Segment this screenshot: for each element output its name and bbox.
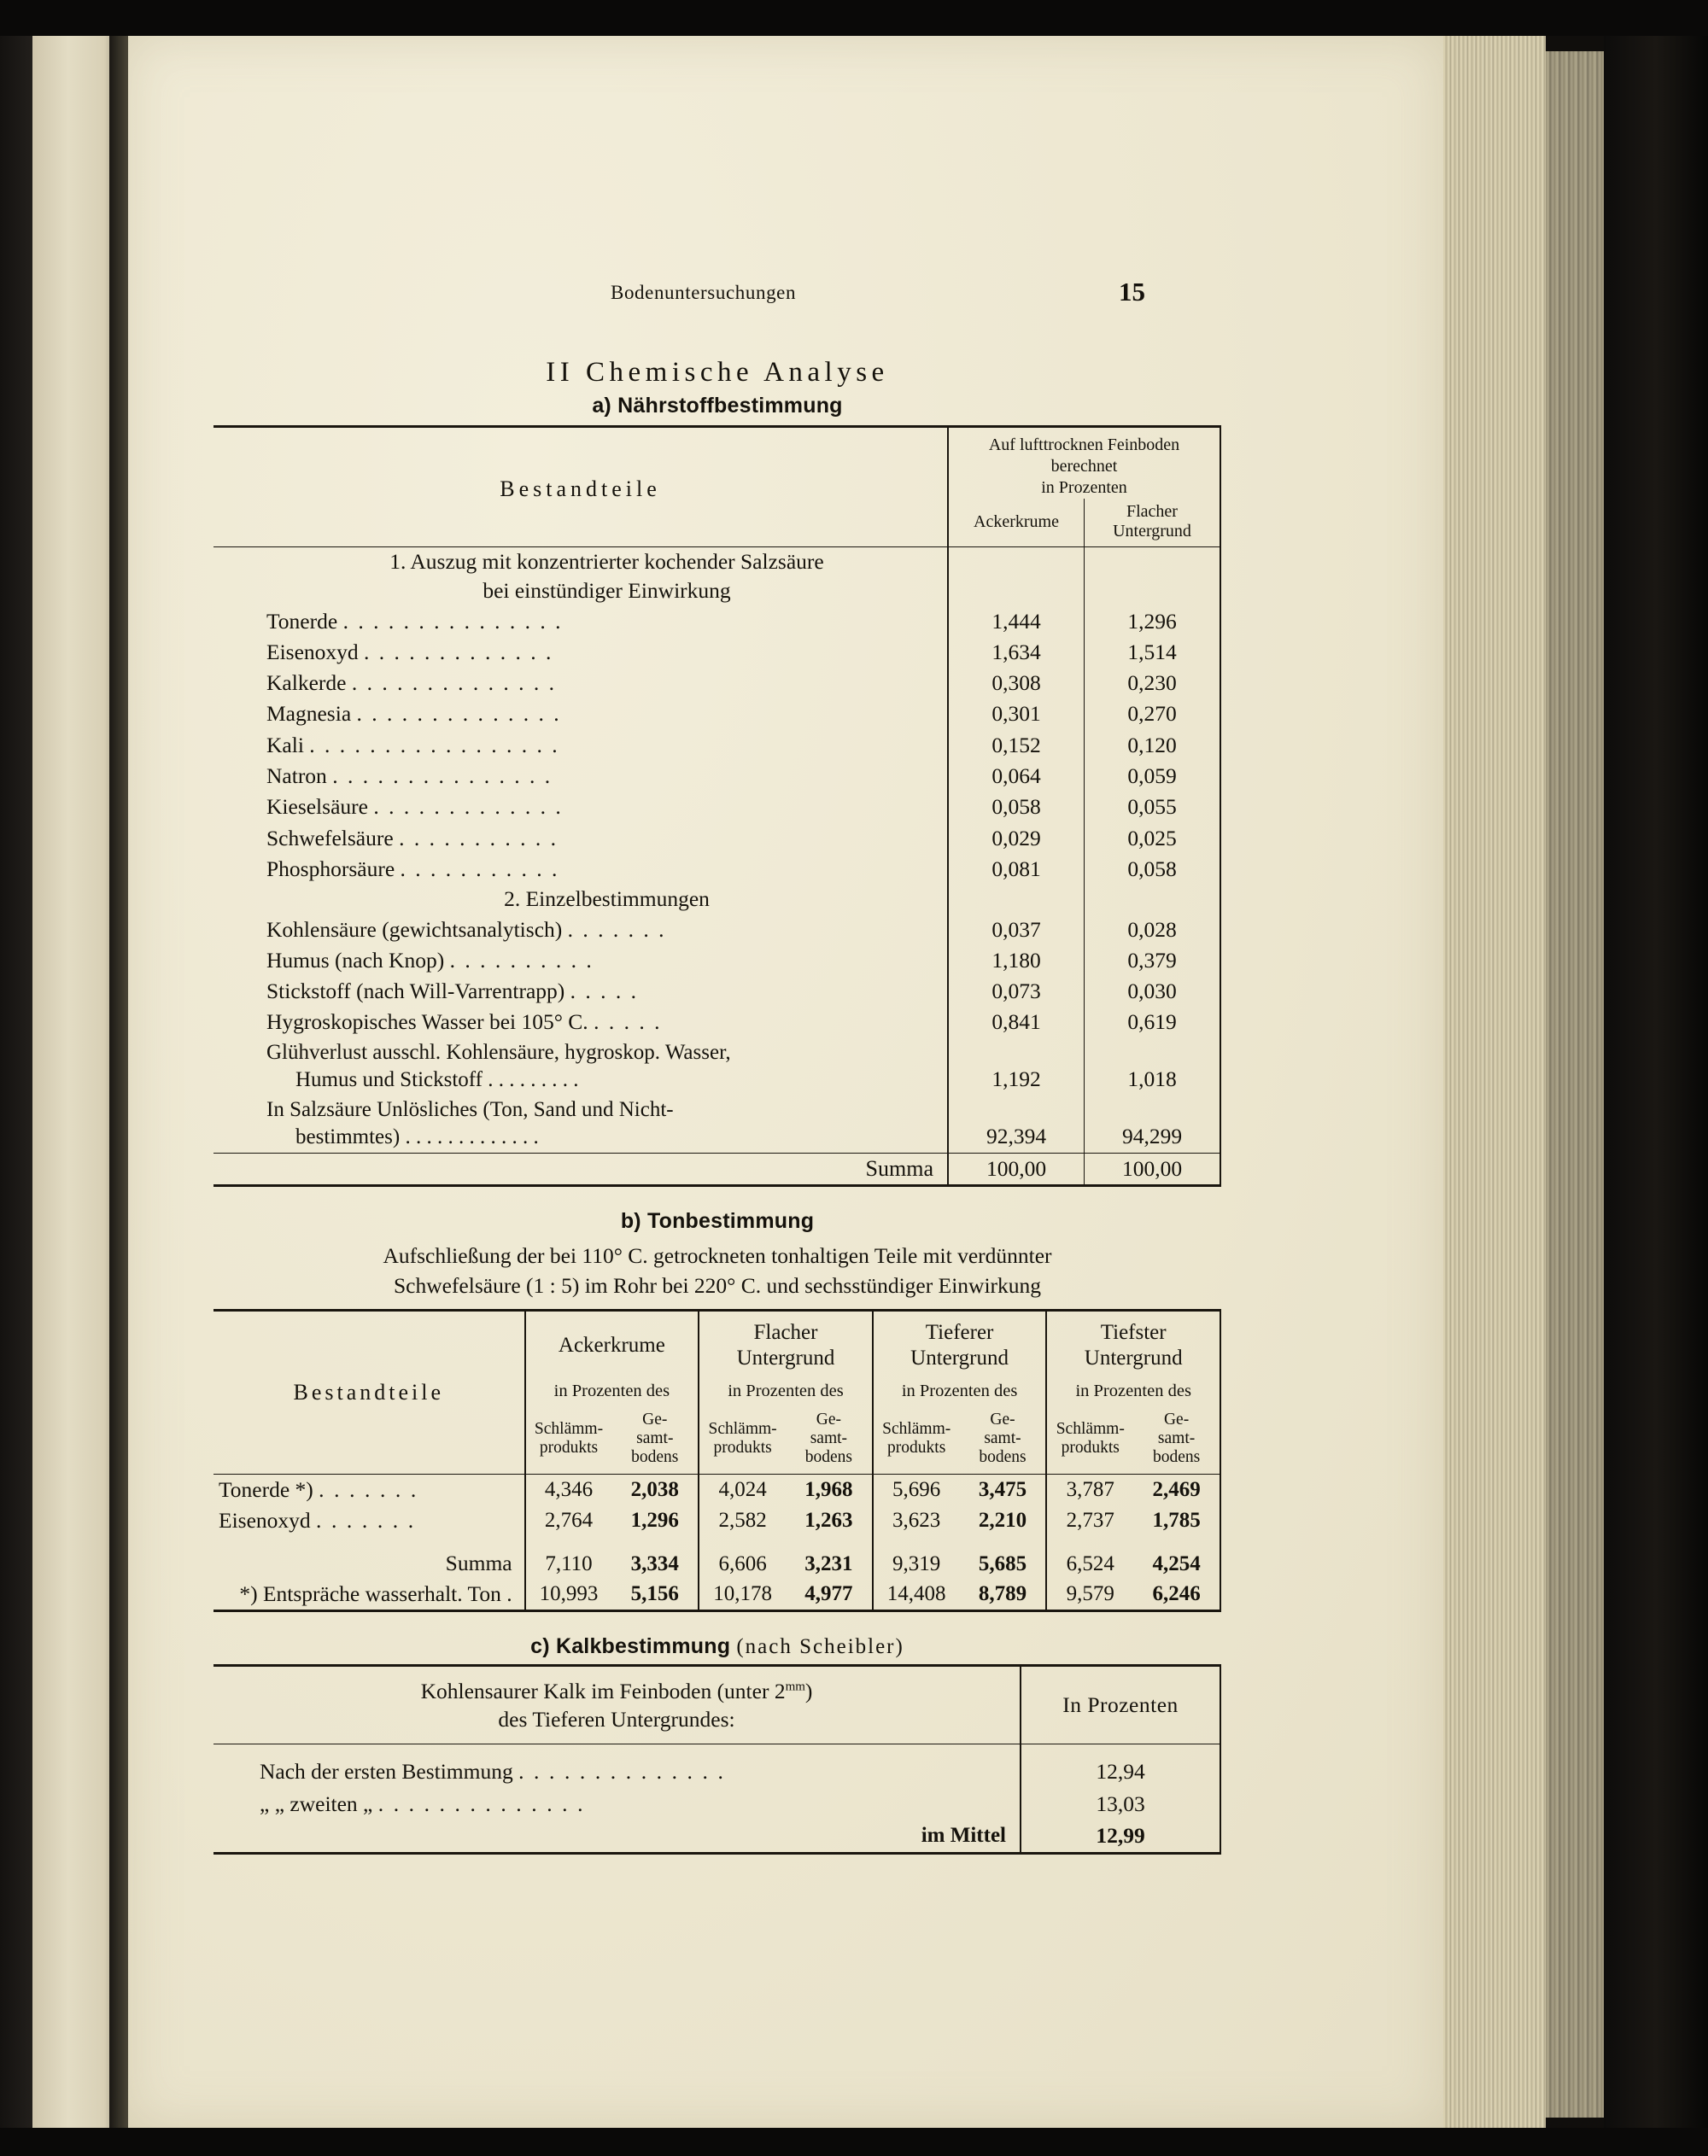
- row-label: Tonerde *): [219, 1476, 313, 1502]
- cell-flacher: 0,619: [1085, 1007, 1221, 1037]
- table-row: [214, 945, 1220, 976]
- table-c-header-line2: des Tieferen Untergrundes:: [498, 1706, 735, 1732]
- table-b-footnote-row: [214, 1579, 1220, 1610]
- leader-dots: . . . . . . . . . . . . . . .: [342, 608, 563, 634]
- table-a-group1-line2: bei einstündiger Einwirkung: [483, 578, 731, 604]
- cell-ackerkrume: 92,394: [948, 1096, 1085, 1154]
- page-content: [214, 277, 1221, 1855]
- subsection-b-heading: [214, 1209, 1221, 1234]
- table-c-header-line1: [214, 1677, 1020, 1705]
- part-b-intro-line2: Schwefelsäure (1 : 5) im Rohr bei 220° C. und sechsstündiger Einwirkung: [393, 1273, 1042, 1299]
- table-b-group-tieferer: Tieferer Untergrund: [873, 1311, 1047, 1377]
- table-b-group-tiefster: Tiefster Untergrund: [1046, 1311, 1220, 1377]
- table-b-group-flacher: Flacher Untergrund: [699, 1311, 873, 1377]
- table-row: [214, 1505, 1220, 1536]
- cell-ackerkrume: 0,301: [948, 698, 1085, 729]
- subsection-a-letter: a): [592, 394, 611, 418]
- table-a-subheader-flacher: Flacher Untergrund: [1085, 499, 1221, 547]
- cell-b-4: 4,977: [804, 1582, 853, 1606]
- table-row: [214, 1744, 1220, 1787]
- table-c-mittel-row: [214, 1820, 1220, 1853]
- leader-dots: . . . . . . . . . . . . . .: [377, 1791, 586, 1816]
- cell-flacher: 1,514: [1085, 637, 1221, 668]
- row-label: Kali: [266, 732, 304, 757]
- table-a-subheader-ackerkrume: Ackerkrume: [948, 499, 1085, 547]
- running-head: [214, 277, 1221, 316]
- leader-dots: . . . . . . . . . . .: [400, 856, 559, 881]
- cell-c-value: 13,03: [1021, 1788, 1220, 1820]
- cell-b-7: 2,737: [1046, 1505, 1133, 1536]
- cell-b-8: 4,254: [1133, 1535, 1220, 1579]
- table-tonbestimmung: [214, 1309, 1221, 1611]
- leader-dots: . . . . . . . . . . . . . .: [351, 670, 557, 696]
- table-a-header-bestandteile: Bestandteile: [500, 476, 661, 501]
- table-row: [214, 606, 1220, 637]
- cell-ackerkrume: 1,192: [948, 1038, 1085, 1096]
- table-b-group-header-row: [214, 1311, 1220, 1377]
- running-head-title: Bodenuntersuchungen: [611, 282, 797, 303]
- cell-b-1: 4,346: [525, 1474, 612, 1505]
- row-label: Natron: [266, 763, 327, 789]
- top-dark-margin: [0, 0, 1708, 36]
- row-label-line2: Humus und Stickstoff: [295, 1068, 483, 1092]
- cell-flacher: 0,055: [1085, 792, 1221, 822]
- cell-b-6: 2,210: [978, 1508, 1027, 1532]
- cell-b-6: 3,475: [978, 1478, 1027, 1502]
- cell-b-2: 1,296: [630, 1508, 679, 1532]
- table-b-bottom-rule: [214, 1610, 1220, 1612]
- cell-flacher: 0,030: [1085, 976, 1221, 1007]
- subsection-b-letter: b): [620, 1209, 641, 1234]
- cell-ackerkrume: 0,152: [948, 730, 1085, 761]
- cell-b-3: 4,024: [699, 1474, 786, 1505]
- mittel-value: 12,99: [1021, 1820, 1220, 1853]
- table-row: [214, 1007, 1220, 1037]
- leader-dots: . . . . . . . . . . . . . . . . .: [309, 732, 560, 757]
- table-b-sub-schlaemm-4: Schlämm- produkts: [1046, 1405, 1133, 1474]
- table-a-group1-row2: [214, 576, 1220, 605]
- cell-flacher: 0,120: [1085, 730, 1221, 761]
- row-label: „ „ zweiten „: [260, 1791, 373, 1816]
- table-row: [214, 914, 1220, 945]
- table-naehrstoffbestimmung: [214, 425, 1221, 1187]
- subsection-c-suffix: (nach Scheibler): [736, 1634, 904, 1658]
- cell-flacher: 0,059: [1085, 761, 1221, 792]
- row-label-line1: In Salzsäure Unlösliches (Ton, Sand und Nicht-: [266, 1097, 674, 1121]
- leader-dots: . . . . . . . . . . . . .: [373, 794, 564, 820]
- cell-b-1: 7,110: [525, 1535, 612, 1579]
- cell-ackerkrume: 1,180: [948, 945, 1085, 976]
- cell-b-5: 14,408: [873, 1579, 960, 1610]
- part-b-intro-line1: Aufschließung der bei 110° C. getrockneten tonhaltigen Teile mit verdünnter: [383, 1243, 1052, 1269]
- table-row: [214, 823, 1220, 854]
- table-c-header-sup: mm: [785, 1680, 805, 1694]
- cell-b-3: 2,582: [699, 1505, 786, 1536]
- leader-dots: . . . . . . . . . . . . . . .: [332, 763, 553, 789]
- cell-ackerkrume: 0,073: [948, 976, 1085, 1007]
- section-title: II Chemische Analyse: [546, 357, 889, 388]
- table-row: [214, 976, 1220, 1007]
- leader-dots: . . . . . . . . . . . . .: [364, 639, 553, 664]
- cell-c-value: 12,94: [1021, 1744, 1220, 1787]
- table-b-sub-schlaemm-3: Schlämm- produkts: [873, 1405, 960, 1474]
- bottom-dark-margin: [0, 2128, 1708, 2156]
- cell-b-4: 3,231: [804, 1551, 853, 1575]
- table-b-sub-schlaemm-2: Schlämm- produkts: [699, 1405, 786, 1474]
- cell-flacher: 1,018: [1085, 1038, 1221, 1096]
- cell-flacher: 0,028: [1085, 914, 1221, 945]
- cell-b-6: 8,789: [978, 1582, 1027, 1606]
- table-c-header-right: In Prozenten: [1021, 1665, 1220, 1744]
- table-a-group2-row: [214, 885, 1220, 914]
- row-label: Magnesia: [266, 701, 352, 727]
- row-label: Kieselsäure: [266, 794, 368, 820]
- cell-b-3: 10,178: [699, 1579, 786, 1610]
- summa-label: Summa: [445, 1551, 512, 1576]
- subsection-a-heading: [214, 394, 1221, 418]
- table-a-header-right: [948, 427, 1220, 500]
- cell-ackerkrume: 0,841: [948, 1007, 1085, 1037]
- leader-dots: . . . . . . .: [316, 1507, 416, 1533]
- cell-b-8: 6,246: [1133, 1579, 1220, 1610]
- leader-dots: . . . . . . . . . . . . .: [405, 1125, 539, 1149]
- table-b-sub-gesamt-4: Ge- samt- bodens: [1133, 1405, 1220, 1474]
- cell-b-4: 1,968: [804, 1478, 853, 1502]
- leader-dots: . . . . . . . . . . . . . .: [356, 701, 562, 727]
- cell-flacher: 0,025: [1085, 823, 1221, 854]
- summa-label: Summa: [865, 1155, 933, 1181]
- cell-ackerkrume: 0,081: [948, 854, 1085, 885]
- cell-ackerkrume: 0,064: [948, 761, 1085, 792]
- table-row: [214, 668, 1220, 698]
- row-label: Humus (nach Knop): [266, 947, 445, 973]
- cell-b-6: 5,685: [978, 1551, 1027, 1575]
- cell-b-5: 5,696: [873, 1474, 960, 1505]
- row-label: Hygroskopisches Wasser bei 105° C.: [266, 1009, 588, 1035]
- row-label: Schwefelsäure: [266, 825, 394, 850]
- leader-dots: . . . . . . .: [319, 1476, 418, 1502]
- table-a-group1-row1: [214, 547, 1220, 577]
- table-row: [214, 792, 1220, 822]
- cell-ackerkrume: 1,634: [948, 637, 1085, 668]
- cell-flacher: 0,230: [1085, 668, 1221, 698]
- row-label: Kohlensäure (gewichtsanalytisch): [266, 916, 563, 942]
- page-number: 15: [1119, 277, 1145, 307]
- table-row: [214, 1788, 1220, 1820]
- cell-b-7: 9,579: [1046, 1579, 1133, 1610]
- cell-b-2: 2,038: [630, 1478, 679, 1502]
- cell-b-3: 6,606: [699, 1535, 786, 1579]
- cell-ackerkrume: 0,058: [948, 792, 1085, 822]
- table-b-group-ackerkrume: Ackerkrume: [525, 1311, 699, 1377]
- cell-ackerkrume: 1,444: [948, 606, 1085, 637]
- table-b-sub-gesamt-2: Ge- samt- bodens: [804, 1411, 852, 1467]
- cell-flacher: 94,299: [1085, 1096, 1221, 1154]
- table-b-sub-gesamt-3: Ge- samt- bodens: [979, 1411, 1027, 1467]
- cell-b-7: 6,524: [1046, 1535, 1133, 1579]
- leader-dots: . . . . . . . . . . .: [399, 825, 559, 850]
- leader-dots: . . . . . . . . . .: [449, 947, 594, 973]
- table-kalkbestimmung: [214, 1664, 1221, 1855]
- summa-flacher: 100,00: [1085, 1153, 1221, 1185]
- cell-b-2: 5,156: [630, 1582, 679, 1606]
- cell-ackerkrume: 0,029: [948, 823, 1085, 854]
- cell-ackerkrume: 0,308: [948, 668, 1085, 698]
- cell-b-1: 2,764: [525, 1505, 612, 1536]
- cell-flacher: 0,379: [1085, 945, 1221, 976]
- row-label: Phosphorsäure: [266, 856, 395, 881]
- table-b-header-bestandteile: Bestandteile: [293, 1380, 445, 1405]
- table-b-inprozenten-3: in Prozenten des: [873, 1376, 1047, 1405]
- subsection-c-heading: [214, 1634, 1221, 1659]
- row-label: Nach der ersten Bestimmung: [260, 1758, 513, 1784]
- table-a-header-right-l1: Auf lufttrocknen Feinboden: [988, 435, 1180, 454]
- row-label: Kalkerde: [266, 670, 347, 696]
- table-a-header-right-l2: berechnet: [1050, 457, 1118, 476]
- table-row: [214, 761, 1220, 792]
- fore-edge-pages: [1443, 36, 1546, 2128]
- cell-b-4: 1,263: [804, 1508, 853, 1532]
- part-b-intro: [214, 1241, 1221, 1300]
- right-dark-margin: [1604, 0, 1708, 2156]
- table-row-gluehverlust: [214, 1038, 1220, 1096]
- footnote-label: *) Entspräche wasserhalt. Ton .: [239, 1580, 512, 1606]
- cell-b-8: 2,469: [1133, 1474, 1220, 1505]
- leader-dots: . . . . . . . . .: [488, 1068, 579, 1092]
- table-row: [214, 637, 1220, 668]
- cell-b-2: 3,334: [630, 1551, 679, 1575]
- table-row: [214, 730, 1220, 761]
- fore-edge-pages-outer: [1546, 51, 1606, 2118]
- table-c-header-row: [214, 1665, 1220, 1744]
- row-label: Tonerde: [266, 608, 338, 634]
- subsection-c-label: Kalkbestimmung: [555, 1633, 731, 1658]
- table-row: [214, 1474, 1220, 1505]
- row-label: Eisenoxyd: [266, 639, 359, 664]
- row-label-line2: bestimmtes): [295, 1125, 401, 1149]
- table-b-summa-row: [214, 1535, 1220, 1579]
- table-b-sub-schlaemm-1: Schlämm- produkts: [525, 1405, 612, 1474]
- cell-flacher: 0,058: [1085, 854, 1221, 885]
- table-a-bottom-rule: [214, 1186, 1220, 1188]
- subsection-c-letter: c): [530, 1633, 550, 1658]
- row-label-line1: Glühverlust ausschl. Kohlensäure, hygroskop. Wasser,: [266, 1040, 731, 1064]
- table-c-bottom-rule: [214, 1853, 1220, 1855]
- subsection-a-label: Nährstoffbestimmung: [617, 394, 843, 418]
- table-row: [214, 698, 1220, 729]
- cell-b-8: 1,785: [1133, 1505, 1220, 1536]
- row-label: Stickstoff (nach Will-Varrentrapp): [266, 979, 565, 1004]
- subsection-b-label: Tonbestimmung: [646, 1209, 815, 1234]
- table-b-sub-gesamt-1: Ge- samt- bodens: [631, 1411, 679, 1467]
- summa-ackerkrume: 100,00: [948, 1153, 1085, 1185]
- table-row: [214, 854, 1220, 885]
- cell-b-7: 3,787: [1046, 1474, 1133, 1505]
- row-label: Eisenoxyd: [219, 1507, 311, 1533]
- table-b-inprozenten-1: in Prozenten des: [525, 1376, 699, 1405]
- leader-dots: . . . . .: [570, 979, 639, 1004]
- cell-b-1: 10,993: [525, 1579, 612, 1610]
- cell-b-5: 3,623: [873, 1505, 960, 1536]
- mittel-label: im Mittel: [921, 1824, 1006, 1848]
- leader-dots: . . . . . . . . . . . . . .: [518, 1758, 726, 1784]
- cell-ackerkrume: 0,037: [948, 914, 1085, 945]
- table-c-header-line1-b: ): [804, 1678, 813, 1703]
- table-a-group1-line1: 1. Auszug mit konzentrierter kochender Salzsäure: [389, 549, 824, 574]
- leader-dots: . . . . . . .: [567, 916, 667, 942]
- table-b-inprozenten-2: in Prozenten des: [699, 1376, 873, 1405]
- table-a-header-row: [214, 427, 1220, 500]
- table-c-header-line1-a: Kohlensaurer Kalk im Feinboden (unter 2: [420, 1678, 786, 1703]
- table-row-unloesliches: [214, 1096, 1220, 1154]
- table-a-summa-row: [214, 1153, 1220, 1185]
- cell-flacher: 0,270: [1085, 698, 1221, 729]
- table-a-header-right-l3: in Prozenten: [1041, 478, 1127, 497]
- leader-dots: . . . . .: [594, 1009, 662, 1035]
- cell-flacher: 1,296: [1085, 606, 1221, 637]
- table-b-inprozenten-4: in Prozenten des: [1046, 1376, 1220, 1405]
- table-a-group2-label: 2. Einzelbestimmungen: [504, 886, 710, 912]
- cell-b-5: 9,319: [873, 1535, 960, 1579]
